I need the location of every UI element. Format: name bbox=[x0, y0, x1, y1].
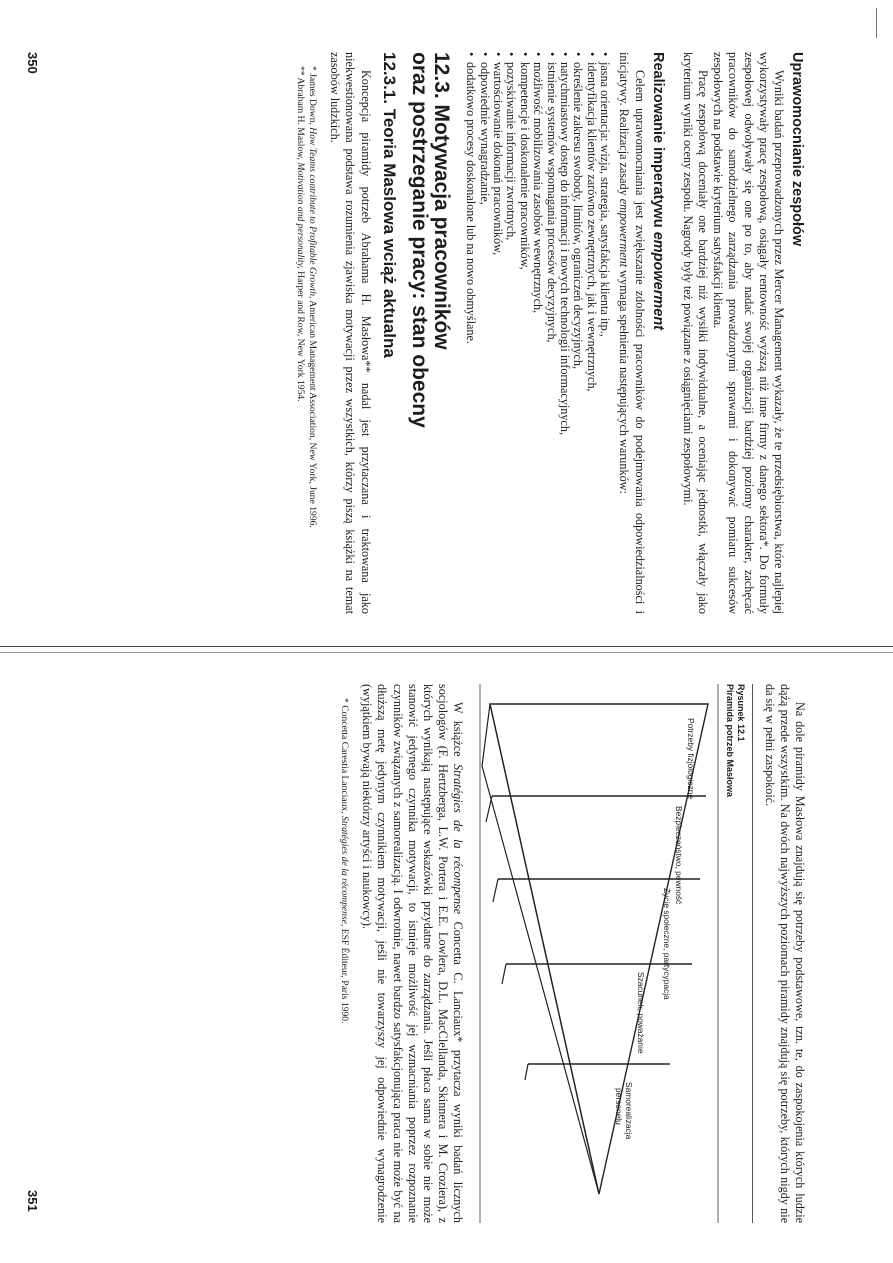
text-run-italic: How Teams contribute to Profitable Growth, bbox=[307, 127, 319, 299]
list-item: • wartościowanie dokonań pracowników, bbox=[491, 52, 504, 614]
list-item: • natychmiastowy dostęp do informacji i nowych technologii informacyjnych, bbox=[558, 52, 571, 614]
text-run-italic: Stratégies de la récompense, bbox=[338, 816, 350, 927]
paragraph-pyramid-intro: Na dole piramidy Masłowa znajdują się potrzeby podstawowe, tzn. te, do zaspokojenia których ludzie dążą przede wszystkim. Na dwóch najwyższych poziomach piramidy znajdują się potrzeby, których nigdy nie da się w pełni zaspokoić. bbox=[762, 684, 807, 1223]
page-number-left: 350 bbox=[25, 52, 40, 74]
paragraph-mercer-study: Wyniki badań przeprowadzonych przez Mercer Management wykazały, że te przedsiębiorstwa, które najlepiej wykorzystywały pracę zespołową, osiągały rentowność wyższą niż inne firmy z danego sektora*. Do formuły zespołowej odwoływały się one po to, aby nadać swojej organizacji bardziej poziomy charakter, zachęcać pracowników do samodzielnego zarządzania prowadzonymi sprawami i dokonywać pomiaru sukcesów zespołowych na podstawie kryterium satysfakcji klienta. bbox=[711, 52, 786, 614]
footnote-down bbox=[306, 52, 318, 614]
figure-label: Rysunek 12.1 bbox=[736, 684, 747, 742]
pyramid-level-3-label: Życie społeczne, partycypacja bbox=[662, 888, 673, 1000]
list-item: • jasna orientacja: wizja, strategia, satysfakcja klienta itp., bbox=[598, 52, 611, 614]
paragraph-team-rewards: Pracę zespołową doceniały one bardziej niż wysiłki indywidualne, a oceniając jednostki, włączały jako kryterium wyniki oceny zespołu. Nagrody były też powiązane z osiągnięciami zespołowymi. bbox=[680, 52, 710, 614]
paragraph-maslow-concept: Koncepcja piramidy potrzeb Abrahama H. Masłowa** nadal jest przytaczana i traktowana jako niekwestionowana podstawa rozumienia zjawiska motywacji przez wszystkich, którzy piszą książki na temat zasobów ludzkich. bbox=[328, 52, 373, 614]
figure-top-rule bbox=[752, 684, 753, 1223]
text-run: Celem uprawomocniania jest zwiększanie zdolności pracowników do podejmowania odpowiedzialności i inicjatywy. Realizacja zasady bbox=[617, 52, 647, 614]
text-run: * James Down, bbox=[307, 66, 319, 128]
text-run: * Concetta Carestia Lanciaux, bbox=[338, 698, 350, 817]
text-run: Harper and Row, New York 1954. bbox=[295, 268, 307, 402]
text-run: ESF Éditeur, Paris 1990. bbox=[338, 926, 350, 1024]
text-run-italic: empowerment bbox=[617, 198, 632, 268]
text-run: wymaga spełnienia następujących warunków: bbox=[617, 267, 632, 494]
list-item: • identyfikacja klientów zarówno zewnętrznych, jak i wewnętrznych, bbox=[584, 52, 597, 614]
text-run: ** Abraham H. Maslow, bbox=[295, 66, 307, 163]
section-title-plain: Realizowanie imperatywu bbox=[649, 52, 666, 232]
footnote-lanciaux bbox=[338, 684, 350, 1223]
subchapter-title: 12.3.1. Teoria Maslowa wciąż aktualna bbox=[379, 52, 399, 358]
list-item: • określenie zakresu swobody, limitów, ograniczeń decyzyjnych, bbox=[571, 52, 584, 614]
list-item: • możliwość mobilizowania zasobów wewnętrznych, bbox=[531, 52, 544, 614]
section-title-empowerment-imperative bbox=[650, 52, 666, 614]
pyramid-level-5-label: Potrzeby fizjologiczne bbox=[686, 718, 697, 799]
pyramid-level-1-label-line1: Samorealizacja bbox=[624, 1082, 635, 1140]
conditions-list bbox=[464, 52, 611, 614]
text-run: Concetta C. Lanciaux* przytacza wyniki badań licznych socjologów (F. Hertzberga, L.W. Portera i E.E. Lowlera, D.L. MacClellanda, Skinnera i M. Croziera), z których wynikają następujące wskazówki przydatne do zarządzania. Jeśli płaca sama w sobie nie może stanowić jedynego czynnika motywacji, to istnieje możliwość jej wzmacniania poprzez rozpoznanie czynników związanych z samorealizacją. I odwrotnie, nawet bardzo satysfakcjonująca praca nie może być na dłuższą metę jedynym czynnikiem motywacji, jeśli nie towarzyszy jej odpowiednie wynagrodzenie (wyjątkiem bywają niektórzy artyści i naukowcy). bbox=[360, 684, 466, 1223]
text-run-italic: Stratégies de la récompense bbox=[451, 764, 466, 915]
pyramid-level-1-label-line2: personelu bbox=[614, 1088, 625, 1125]
list-item: • istnienie systemów wspomagania procesów decyzyjnych, bbox=[544, 52, 557, 614]
chapter-title-line1: 12.3. Motywacja pracowników bbox=[429, 52, 453, 350]
list-item: • odpowiednie wynagradzanie, bbox=[477, 52, 490, 614]
page-fold bbox=[0, 646, 893, 647]
list-item: • pozyskiwanie informacji zwrotnych, bbox=[504, 52, 517, 614]
paragraph-empowerment-goal bbox=[616, 52, 646, 614]
text-run: W książce bbox=[451, 702, 466, 764]
maslow-pyramid-figure bbox=[474, 684, 724, 1223]
page-number-right: 351 bbox=[25, 1190, 40, 1212]
pyramid-level-4-label: Bezpieczeństwo, pewność bbox=[674, 806, 685, 905]
figure-title: Piramida potrzeb Masłowa bbox=[725, 684, 736, 798]
list-item: • dodatkowo procesy doskonalone lub na nowo obmyślane. bbox=[464, 52, 477, 614]
pyramid-level-2-label: Szacunek, poważanie bbox=[636, 972, 647, 1054]
maslow-pyramid bbox=[474, 684, 724, 1223]
list-item: • kompetencje i doskonalenie pracowników, bbox=[517, 52, 530, 614]
footnote-maslow bbox=[294, 52, 306, 614]
chapter-title bbox=[408, 52, 452, 614]
section-title-team-empowerment: Uprawomocnianie zespołów bbox=[789, 52, 805, 247]
section-title-italic: empowerment bbox=[649, 231, 666, 331]
paragraph-lanciaux bbox=[359, 684, 465, 1223]
text-run-italic: Motivation and personality, bbox=[295, 162, 307, 269]
page-351 bbox=[0, 650, 893, 1263]
text-run: American Management Association, New York, June 1996. bbox=[307, 298, 319, 528]
chapter-title-line2: oraz postrzeganie pracy: stan obecny bbox=[407, 52, 431, 428]
